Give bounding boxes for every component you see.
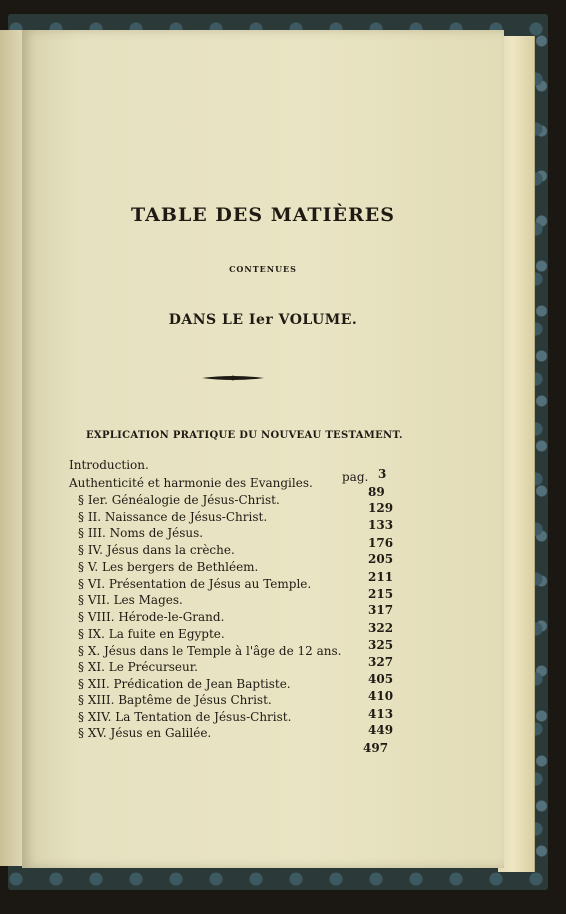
toc-page-number: 497 xyxy=(363,741,389,755)
toc-entry: § VIII. Hérode-le-Grand. xyxy=(78,610,225,624)
toc-entry: § II. Naissance de Jésus-Christ. xyxy=(78,510,268,524)
toc-entry: § III. Noms de Jésus. xyxy=(78,526,204,540)
toc-entry: § Ier. Généalogie de Jésus-Christ. xyxy=(78,493,280,507)
section-heading: EXPLICATION PRATIQUE DU NOUVEAU TESTAMENT. xyxy=(86,430,403,441)
toc-page-number: 89 xyxy=(368,485,385,499)
toc-entry: § XIV. La Tentation de Jésus-Christ. xyxy=(78,710,292,724)
toc-page-number: 327 xyxy=(368,655,394,669)
toc-entry: § X. Jésus dans le Temple à l'âge de 12 ans. xyxy=(78,644,342,658)
toc-entry: § XI. Le Précurseur. xyxy=(78,660,198,674)
toc-page-number: 133 xyxy=(368,518,394,532)
toc-page-number: 449 xyxy=(368,723,394,737)
toc-entry: § XV. Jésus en Galilée. xyxy=(78,726,212,740)
table-of-contents xyxy=(22,30,504,868)
page-title: TABLE DES MATIÈRES xyxy=(131,204,395,226)
toc-entry: § XII. Prédication de Jean Baptiste. xyxy=(78,677,291,691)
toc-entry: Authenticité et harmonie des Evangiles. xyxy=(69,476,313,490)
toc-page-number: 205 xyxy=(368,552,394,566)
book-page xyxy=(22,30,504,868)
toc-page-number: 129 xyxy=(368,501,394,515)
toc-entry: § XIII. Baptême de Jésus Christ. xyxy=(78,693,272,707)
facing-page-edge xyxy=(0,30,23,866)
page-subtitle: CONTENUES xyxy=(229,264,297,274)
toc-entry: § VI. Présentation de Jésus au Temple. xyxy=(78,577,312,591)
toc-entry: § IV. Jésus dans la crèche. xyxy=(78,543,235,557)
toc-page-number: 410 xyxy=(368,689,394,703)
toc-page-number: 176 xyxy=(368,536,394,550)
toc-page-number: 325 xyxy=(368,638,394,652)
pag-label: pag. xyxy=(342,470,369,484)
toc-page-number: 211 xyxy=(368,570,394,584)
toc-entry: § V. Les bergers de Bethléem. xyxy=(78,560,259,574)
toc-page-number: 3 xyxy=(378,467,387,481)
toc-entry: Introduction. xyxy=(69,458,149,472)
toc-page-number: 322 xyxy=(368,621,394,635)
toc-page-number: 317 xyxy=(368,603,394,617)
toc-page-number: 405 xyxy=(368,672,394,686)
volume-heading: DANS LE Ier VOLUME. xyxy=(168,312,358,328)
toc-entry: § VII. Les Mages. xyxy=(78,593,183,607)
toc-entry: § IX. La fuite en Egypte. xyxy=(78,627,225,641)
toc-page-number: 215 xyxy=(368,587,394,601)
toc-page-number: 413 xyxy=(368,707,394,721)
